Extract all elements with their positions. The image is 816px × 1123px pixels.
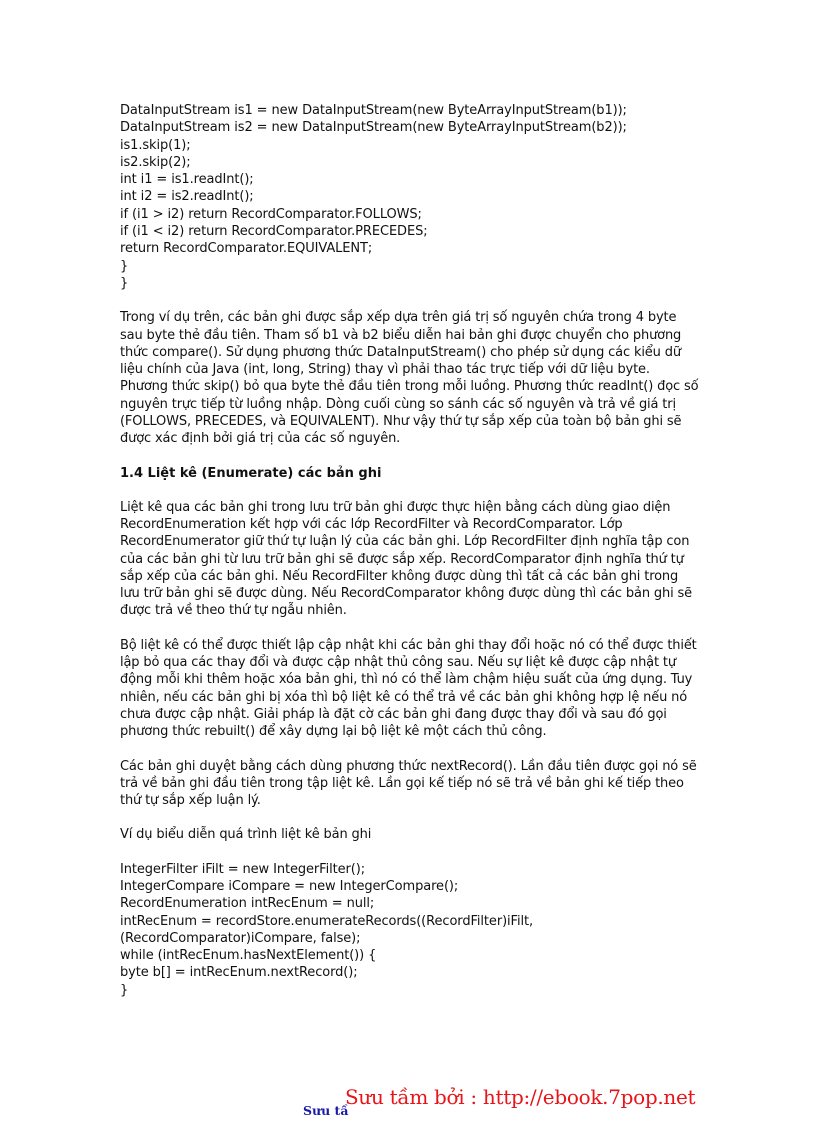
code-line: intRecEnum = recordStore.enumerateRecords((RecordFilter)iFilt, <box>120 913 534 929</box>
code-line: DataInputStream is1 = new DataInputStream(new ByteArrayInputStream(b1)); <box>120 103 627 118</box>
code-line: (RecordComparator)iCompare, false); <box>120 930 361 946</box>
code-line: } <box>120 258 129 274</box>
code-line: int i2 = is2.readInt(); <box>120 189 254 205</box>
code-line: byte b[] = intRecEnum.nextRecord(); <box>120 965 358 981</box>
code-line: is1.skip(1); <box>120 137 191 153</box>
code-line: } <box>120 982 129 998</box>
paragraph-next-record: Các bản ghi duyệt bằng cách dùng phương thức nextRecord(). Lần đầu tiên được gọi nó sẽ trả về bản ghi đầu tiên trong tập liệt kê. Lần gọi kế tiếp nó sẽ trả về bản ghi kế tiếp theo thứ tự sắp xếp luận lý. <box>120 758 697 809</box>
footer-watermark-link: Sưu tầm bởi : http://ebook.7pop.net <box>345 1085 696 1109</box>
code-line: return RecordComparator.EQUIVALENT; <box>120 241 373 257</box>
code-block-bottom <box>120 861 700 999</box>
code-line: if (i1 > i2) return RecordComparator.FOLLOWS; <box>120 206 422 222</box>
code-line: IntegerFilter iFilt = new IntegerFilter(); <box>120 861 365 877</box>
code-line: int i1 = is1.readInt(); <box>120 172 254 188</box>
code-line: RecordEnumeration intRecEnum = null; <box>120 896 375 912</box>
example-caption: Ví dụ biểu diễn quá trình liệt kê bản ghi <box>120 827 372 843</box>
paragraph-enumeration: Liệt kê qua các bản ghi trong lưu trữ bản ghi được thực hiện bằng cách dùng giao diện RecordEnumeration kết hợp với các lớp RecordFilter và RecordComparator. Lớp RecordEnumerator giữ thứ tự luận lý của các bản ghi. Lớp RecordFilter định nghĩa tập con của các bản ghi từ lưu trữ bản ghi sẽ được sắp xếp. RecordComparator định nghĩa thứ tự sắp xếp của các bản ghi. Nếu RecordFilter không được dùng thì tất cả các bản ghi trong lưu trữ bản ghi sẽ được dùng. Nếu RecordComparator không được dùng thì các bản ghi sẽ được trả về theo thứ tự ngẫu nhiên. <box>120 499 693 619</box>
footer-watermark-left: Sưu tầ <box>303 1103 349 1118</box>
code-line: while (intRecEnum.hasNextElement()) { <box>120 948 377 964</box>
code-line: is2.skip(2); <box>120 154 191 170</box>
paragraph-update: Bộ liệt kê có thể được thiết lập cập nhật khi các bản ghi thay đổi hoặc nó có thể được thiết lập bỏ qua các thay đổi và được cập nhật thủ công sau. Nếu sự liệt kê được cập nhật tự động mỗi khi thêm hoặc xóa bản ghi, thì nó có thể làm chậm hiệu suất của ứng dụng. Tuy nhiên, nếu các bản ghi bị xóa thì bộ liệt kê có thể trả về các bản ghi không hợp lệ nếu nó chưa được cập nhật. Giải pháp là đặt cờ các bản ghi đang được thay đổi và sau đó gọi phương thức rebuilt() để xây dựng lại bộ liệt kê một cách thủ công. <box>120 637 697 740</box>
code-line: IntegerCompare iCompare = new IntegerCompare(); <box>120 878 459 894</box>
document-body <box>120 102 700 999</box>
code-block-top <box>120 102 700 292</box>
section-heading: 1.4 Liệt kê (Enumerate) các bản ghi <box>120 465 382 481</box>
code-line: DataInputStream is2 = new DataInputStream(new ByteArrayInputStream(b2)); <box>120 120 627 136</box>
code-line: if (i1 < i2) return RecordComparator.PRECEDES; <box>120 224 428 240</box>
code-line: } <box>120 275 129 291</box>
paragraph-explanation: Trong ví dụ trên, các bản ghi được sắp xếp dựa trên giá trị số nguyên chứa trong 4 byte sau byte thẻ đầu tiên. Tham số b1 và b2 biểu diễn hai bản ghi được chuyển cho phương thức compare(). Sử dụng phương thức DataInputStream() cho phép sử dụng các kiểu dữ liệu chính của Java (int, long, String) thay vì phải thao tác trực tiếp với dữ liệu byte. Phương thức skip() bỏ qua byte thẻ đầu tiên trong mỗi luồng. Phương thức readInt() đọc số nguyên trực tiếp từ luồng nhập. Dòng cuối cùng so sánh các số nguyên và trả về giá trị (FOLLOWS, PRECEDES, và EQUIVALENT). Như vậy thứ tự sắp xếp của toàn bộ bản ghi sẽ được xác định bởi giá trị của các số nguyên. <box>120 310 699 447</box>
